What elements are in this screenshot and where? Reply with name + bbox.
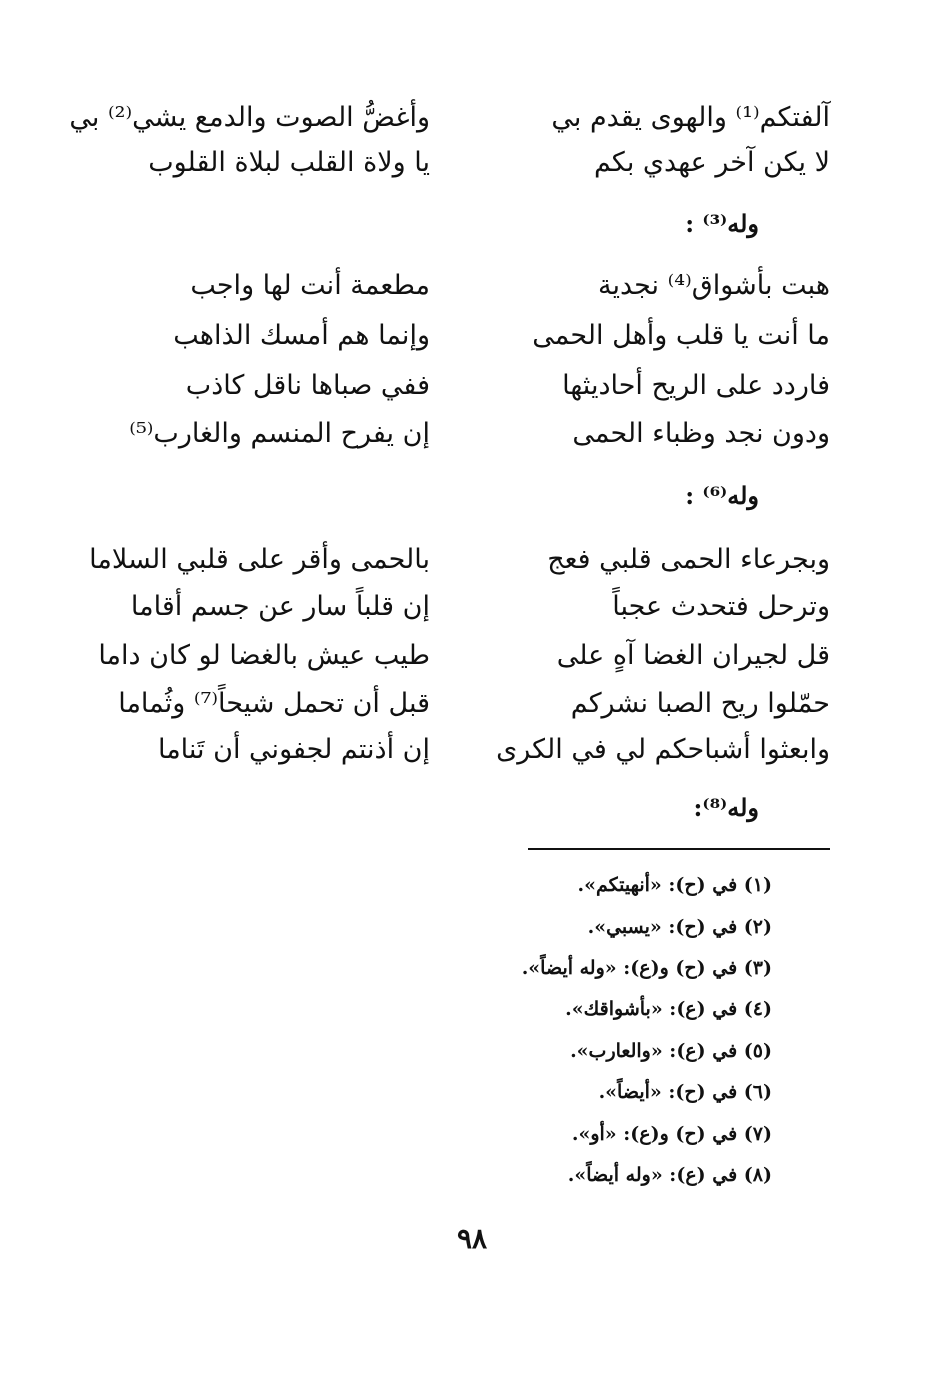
footnote: (٨) في (ع): «وله أيضاً».	[567, 1164, 772, 1186]
hemistich-right: قل لجيران الغضا آهٍ على	[556, 640, 830, 671]
hemistich-left: وأغضُّ الصوت والدمع يشي⁽²⁾ بي	[69, 102, 430, 133]
footnote-separator	[528, 848, 830, 850]
hemistich-right: وبجرعاء الحمى قلبي فعج	[547, 544, 830, 575]
footnote: (٧) في (ح) و(ع): «أو».	[571, 1123, 772, 1145]
hemistich-left: مطعمة أنت لها واجب	[190, 270, 430, 301]
hemistich-right: هبت بأشواق⁽⁴⁾ نجدية	[597, 270, 830, 301]
footnote: (٥) في (ع): «والعارب».	[570, 1040, 772, 1062]
hemistich-right: آلفتكم⁽¹⁾ والهوى يقدم بي	[551, 102, 830, 133]
hemistich-left: يا ولاة القلب لبلاة القلوب	[148, 147, 430, 178]
hemistich-left: ففي صباها ناقل كاذب	[185, 370, 430, 401]
poem-heading: وله⁽⁶⁾ :	[685, 481, 759, 510]
hemistich-left: طيب عيش بالغضا لو كان داما	[98, 640, 430, 671]
footnote: (١) في (ح): «أنهيتكم».	[577, 874, 772, 896]
hemistich-right: فاردد على الريح أحاديثها	[562, 370, 830, 401]
footnote: (٤) في (ع): «بأشواقك».	[565, 998, 772, 1020]
page-number: ٩٨	[456, 1222, 488, 1255]
poem-heading: وله⁽³⁾ :	[685, 209, 759, 238]
hemistich-left: إن يفرح المنسم والغارب⁽⁵⁾	[129, 418, 430, 449]
hemistich-right: وترحل فتحدث عجباً	[612, 591, 830, 622]
hemistich-right: وابعثوا أشباحكم لي في الكرى	[496, 734, 830, 765]
footnote: (٢) في (ح): «يسبي».	[587, 916, 772, 938]
hemistich-right: حمّلوا ريح الصبا نشركم	[570, 688, 830, 719]
poem-heading: وله⁽⁸⁾:	[693, 793, 759, 822]
hemistich-left: إن قلباً سار عن جسم أقاما	[130, 591, 430, 622]
hemistich-right: ما أنت يا قلب وأهل الحمى	[532, 320, 830, 351]
hemistich-left: قبل أن تحمل شيحاً⁽⁷⁾ وثُماما	[118, 688, 430, 719]
hemistich-right: لا يكن آخر عهدي بكم	[593, 147, 830, 178]
hemistich-right: ودون نجد وظباء الحمى	[572, 418, 830, 449]
hemistich-left: بالحمى وأقر على قلبي السلاما	[89, 544, 430, 575]
hemistich-left: وإنما هم أمسك الذاهب	[173, 320, 430, 351]
hemistich-left: إن أذنتم لجفوني أن تَناما	[157, 734, 430, 765]
footnote: (٦) في (ح): «أيضاً».	[598, 1081, 772, 1103]
footnote: (٣) في (ح) و(ع): «وله أيضاً».	[521, 957, 772, 979]
